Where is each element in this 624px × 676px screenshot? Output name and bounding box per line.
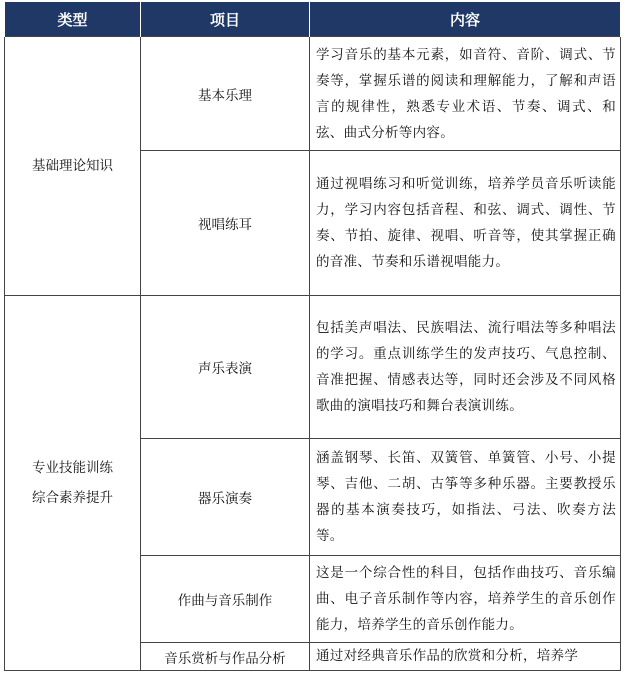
content-cell: 通过视唱练习和听觉训练，培养学员音乐听读能力，学习内容包括音程、和弦、调式、调性、节奏、节拍、旋律、视唱、听音等，使其掌握正确的音准、节奏和乐谱视唱能力。	[310, 151, 621, 296]
type-cell-skills	[5, 296, 141, 671]
item-cell: 作曲与音乐制作	[141, 556, 310, 643]
content-cell: 这是一个综合性的科目，包括作曲技巧、音乐编曲、电子音乐制作等内容，培养学生的音乐创作能力，培养学生的音乐创作能力。	[310, 556, 621, 643]
header-content: 内容	[310, 2, 621, 37]
curriculum-table	[4, 2, 621, 671]
item-cell: 视唱练耳	[141, 151, 310, 296]
content-cell: 包括美声唱法、民族唱法、流行唱法等多种唱法的学习。重点训练学生的发声技巧、气息控制、音准把握、情感表达等，同时还会涉及不同风格歌曲的演唱技巧和舞台表演训练。	[310, 296, 621, 439]
content-cell: 涵盖钢琴、长笛、双簧管、单簧管、小号、小提琴、吉他、二胡、古筝等多种乐器。主要教授乐器的基本演奏技巧，如指法、弓法、吹奏方法等。	[310, 439, 621, 556]
table-row	[5, 37, 621, 151]
content-cell: 通过对经典音乐作品的欣赏和分析，培养学	[310, 643, 621, 671]
type-label: 综合素养提升	[32, 490, 113, 506]
item-cell: 音乐赏析与作品分析	[141, 643, 310, 671]
item-cell: 器乐演奏	[141, 439, 310, 556]
table-header-row	[5, 2, 621, 37]
item-cell: 基本乐理	[141, 37, 310, 151]
type-label: 专业技能训练	[32, 460, 113, 476]
header-type: 类型	[5, 2, 141, 37]
type-label: 基础理论知识	[32, 158, 113, 174]
content-cell: 学习音乐的基本元素，如音符、音阶、调式、节奏等，掌握乐谱的阅读和理解能力，了解和声语言的规律性，熟悉专业术语、节奏、调式、和弦、曲式分析等内容。	[310, 37, 621, 151]
table-row	[5, 296, 621, 439]
type-cell-basic-theory	[5, 37, 141, 296]
item-cell: 声乐表演	[141, 296, 310, 439]
header-item: 项目	[141, 2, 310, 37]
